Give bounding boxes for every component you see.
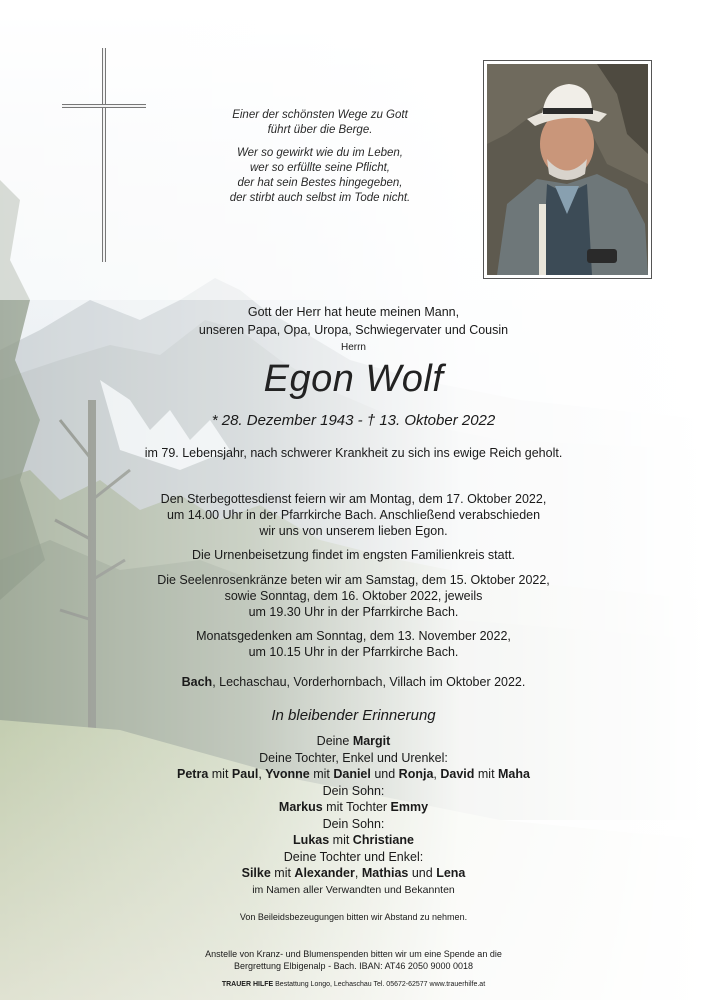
mourner-name: Silke: [241, 866, 271, 880]
daughter-line: Deine Tochter, Enkel und Urenkel:: [259, 750, 448, 765]
poem-line: wer so erfüllte seine Pflicht,: [250, 162, 390, 174]
son1-line: [60, 799, 647, 816]
wife-prefix: Deine: [316, 734, 353, 748]
connector: mit: [329, 833, 353, 847]
cross-vertical-beam: [102, 48, 106, 262]
deceased-name: Egon Wolf: [263, 358, 444, 400]
grandchildren-line: [60, 766, 647, 783]
wife-name: Margit: [352, 734, 391, 748]
service-line: um 10.15 Uhr in der Pfarrkirche Bach.: [248, 645, 459, 659]
son-label: Dein Sohn:: [322, 816, 385, 831]
imprint: [80, 981, 627, 988]
connector: mit: [474, 767, 499, 781]
place-rest: , Lechaschau, Vorderhornbach, Villach im Oktober 2022.: [212, 675, 526, 689]
intro-line: Gott der Herr hat heute meinen Mann,: [247, 305, 460, 319]
service-line: wir uns von unserem lieben Egon.: [259, 524, 448, 538]
poem-line: führt über die Berge.: [267, 124, 373, 136]
connector: mit: [309, 767, 334, 781]
donation-note: [80, 948, 627, 972]
service-line: sowie Sonntag, dem 16. Oktober 2022, jeweils: [224, 589, 483, 603]
connector: mit Tochter: [322, 800, 391, 814]
mourner-name: David: [440, 767, 475, 781]
service-line: Die Seelenrosenkränze beten wir am Samstag, dem 15. Oktober 2022,: [157, 573, 550, 587]
poem-line: der stirbt auch selbst im Tode nicht.: [229, 192, 411, 204]
memorial-poem: [175, 108, 465, 214]
announcement-intro: [100, 304, 607, 338]
mourner-name: Christiane: [352, 833, 414, 847]
connector: ,: [433, 767, 441, 781]
connector: ,: [354, 866, 362, 880]
mourners-heading: In bleibender Erinnerung: [271, 707, 436, 724]
place-bold: Bach: [181, 675, 213, 689]
memorial-mass-paragraph: [80, 628, 627, 660]
mourner-name: Markus: [278, 800, 323, 814]
mourner-name: Mathias: [361, 866, 409, 880]
connector: und: [370, 767, 399, 781]
burial-paragraph: [80, 547, 627, 563]
condolence-note: Von Beileidsbezeugungen bitten wir Abstand zu nehmen.: [239, 912, 468, 922]
poem-line: der hat sein Bestes hingegeben,: [237, 177, 403, 189]
son-label: Dein Sohn:: [322, 783, 385, 798]
mourner-name: Lukas: [293, 833, 330, 847]
service-line: Den Sterbegottesdienst feiern wir am Montag, dem 17. Oktober 2022,: [160, 492, 547, 506]
age-line: im 79. Lebensjahr, nach schwerer Krankheit zu sich ins ewige Reich geholt.: [144, 446, 563, 460]
mourner-name: Emmy: [390, 800, 429, 814]
mourner-name: Lena: [436, 866, 466, 880]
daughter2-label: Deine Tochter und Enkel:: [283, 849, 424, 864]
connector: mit: [208, 767, 232, 781]
mourner-name: Petra: [177, 767, 209, 781]
daughter2-line: [60, 865, 647, 882]
mourner-name: Paul: [231, 767, 259, 781]
poem-line: Wer so gewirkt wie du im Leben,: [237, 147, 403, 159]
wife-line: [60, 733, 647, 750]
service-line: um 19.30 Uhr in der Pfarrkirche Bach.: [248, 605, 459, 619]
salutation: Herrn: [340, 342, 366, 353]
service-line: Die Urnenbeisetzung findet im engsten Familienkreis statt.: [191, 548, 516, 562]
mourner-name: Ronja: [398, 767, 434, 781]
mourner-name: Yvonne: [265, 767, 310, 781]
imprint-details: Bestattung Longo, Lechaschau Tel. 05672-62577 www.trauerhilfe.at: [273, 981, 486, 988]
donation-line: Anstelle von Kranz- und Blumenspenden bitten wir um eine Spende an die: [205, 949, 502, 959]
service-line: Monatsgedenken am Sonntag, dem 13. November 2022,: [196, 629, 511, 643]
portrait-photo-frame: [483, 60, 652, 279]
mourner-name: Maha: [498, 767, 530, 781]
life-dates: * 28. Dezember 1943 - † 13. Oktober 2022: [211, 412, 496, 429]
son2-line: [60, 832, 647, 849]
donation-line: Bergrettung Elbigenalp - Bach. IBAN: AT46 2050 9000 0018: [234, 961, 473, 971]
mourner-name: Alexander: [294, 866, 355, 880]
imprint-brand: TRAUER HILFE: [221, 981, 274, 988]
relatives-line: im Namen aller Verwandten und Bekannten: [252, 883, 455, 896]
connector: und: [408, 866, 437, 880]
service-line: um 14.00 Uhr in der Pfarrkirche Bach. Anschließend verabschieden: [166, 508, 541, 522]
mourner-name: Daniel: [333, 767, 371, 781]
connector: ,: [258, 767, 266, 781]
rosary-paragraph: [80, 572, 627, 620]
cross-horizontal-beam: [62, 104, 146, 108]
service-paragraph: [80, 491, 627, 539]
intro-line: unseren Papa, Opa, Uropa, Schwiegervater und Cousin: [198, 323, 509, 337]
poem-line: Einer der schönsten Wege zu Gott: [232, 109, 408, 121]
connector: mit: [270, 866, 295, 880]
place-date-line: [80, 674, 627, 690]
portrait-photo: [487, 64, 648, 275]
mourners-list: [60, 733, 647, 898]
